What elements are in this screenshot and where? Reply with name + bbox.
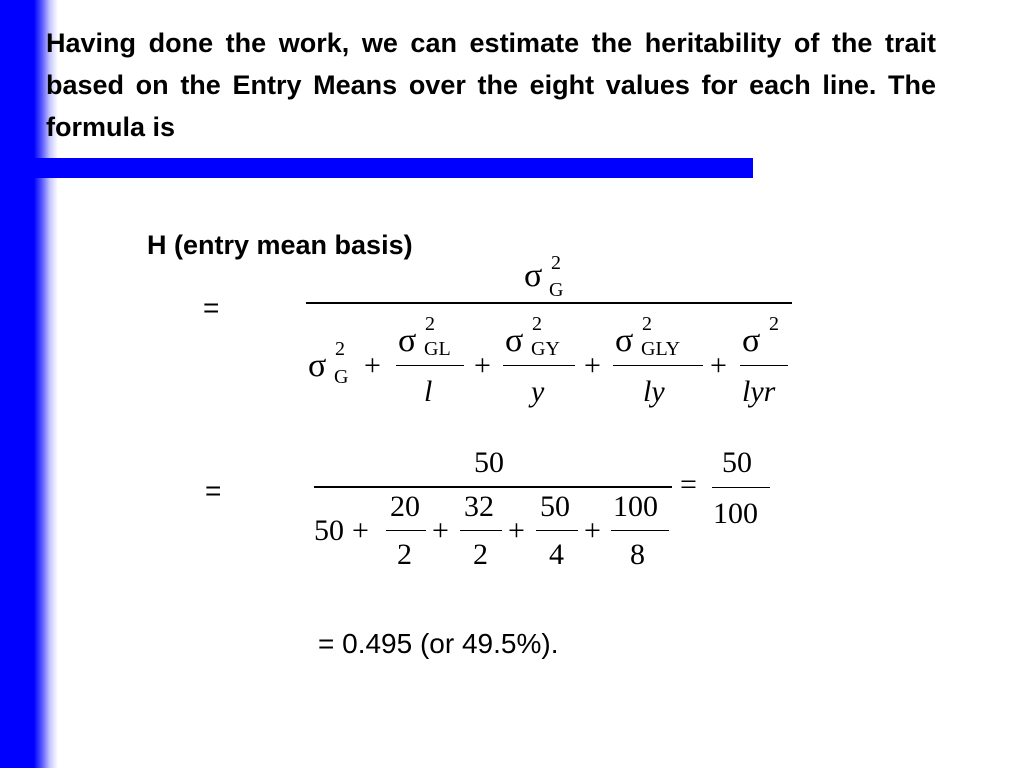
formula-label: H (entry mean basis) <box>147 230 413 260</box>
fraction-bar <box>396 365 464 366</box>
subscript: G <box>549 279 564 301</box>
fraction-numerator: 50 <box>540 490 570 523</box>
superscript: 2 <box>769 313 779 335</box>
fraction-bar <box>611 530 669 531</box>
superscript: 2 <box>532 313 542 335</box>
subscript: G <box>334 366 349 388</box>
fraction-bar <box>613 365 703 366</box>
result-denominator: 100 <box>713 497 758 530</box>
superscript: 2 <box>335 338 345 360</box>
plus-sign: + <box>710 349 727 382</box>
subscript: GLY <box>641 338 681 360</box>
fraction-denominator: 8 <box>630 538 645 571</box>
fraction-numerator: 100 <box>613 490 658 523</box>
title-underline-bar <box>34 158 753 178</box>
fraction-numerator: 32 <box>464 490 494 523</box>
sigma-symbol: σ <box>505 322 524 359</box>
fraction-bar <box>536 530 578 531</box>
equals-sign: = <box>680 468 697 501</box>
subscript: GL <box>424 338 451 360</box>
sigma-symbol: σ <box>398 322 417 359</box>
fraction-denominator: 4 <box>549 538 564 571</box>
main-fraction-bar <box>306 302 792 304</box>
plus-sign: + <box>474 349 491 382</box>
sigma-symbol: σ <box>308 347 327 384</box>
fraction-denominator: 2 <box>473 538 488 571</box>
sigma-symbol: σ <box>742 322 761 359</box>
main-fraction-bar <box>314 486 672 488</box>
sigma-symbol: σ <box>524 257 543 294</box>
plus-sign: + <box>508 514 525 547</box>
sigma-symbol: σ <box>615 322 634 359</box>
plus-sign: + <box>364 349 381 382</box>
superscript: 2 <box>642 313 652 335</box>
denominator: y <box>531 375 545 408</box>
plus-sign: + <box>584 514 601 547</box>
slide-heading: Having done the work, we can estimate the heritability of the trait based on the Entry Means over the eight values for each line. The formula is <box>46 28 936 142</box>
term-value: 50 <box>314 514 344 547</box>
superscript: 2 <box>425 313 435 335</box>
subscript: GY <box>531 338 560 360</box>
numerator-value: 50 <box>474 446 504 479</box>
equals-sign: = <box>203 292 220 323</box>
fraction-bar <box>386 530 426 531</box>
fraction-bar <box>740 365 788 366</box>
superscript: 2 <box>551 252 561 274</box>
fraction-bar <box>712 487 770 488</box>
fraction-numerator: 20 <box>390 490 420 523</box>
result-text: = 0.495 (or 49.5%). <box>318 628 559 659</box>
plus-sign: + <box>352 514 369 547</box>
denominator: lyr <box>742 375 776 408</box>
plus-sign: + <box>432 514 449 547</box>
result-numerator: 50 <box>722 446 752 479</box>
denominator: l <box>424 375 433 408</box>
fraction-bar <box>460 530 502 531</box>
plus-sign: + <box>584 349 601 382</box>
fraction-denominator: 2 <box>397 538 412 571</box>
denominator: ly <box>643 375 665 408</box>
equals-sign: = <box>205 475 222 506</box>
fraction-bar <box>503 365 575 366</box>
